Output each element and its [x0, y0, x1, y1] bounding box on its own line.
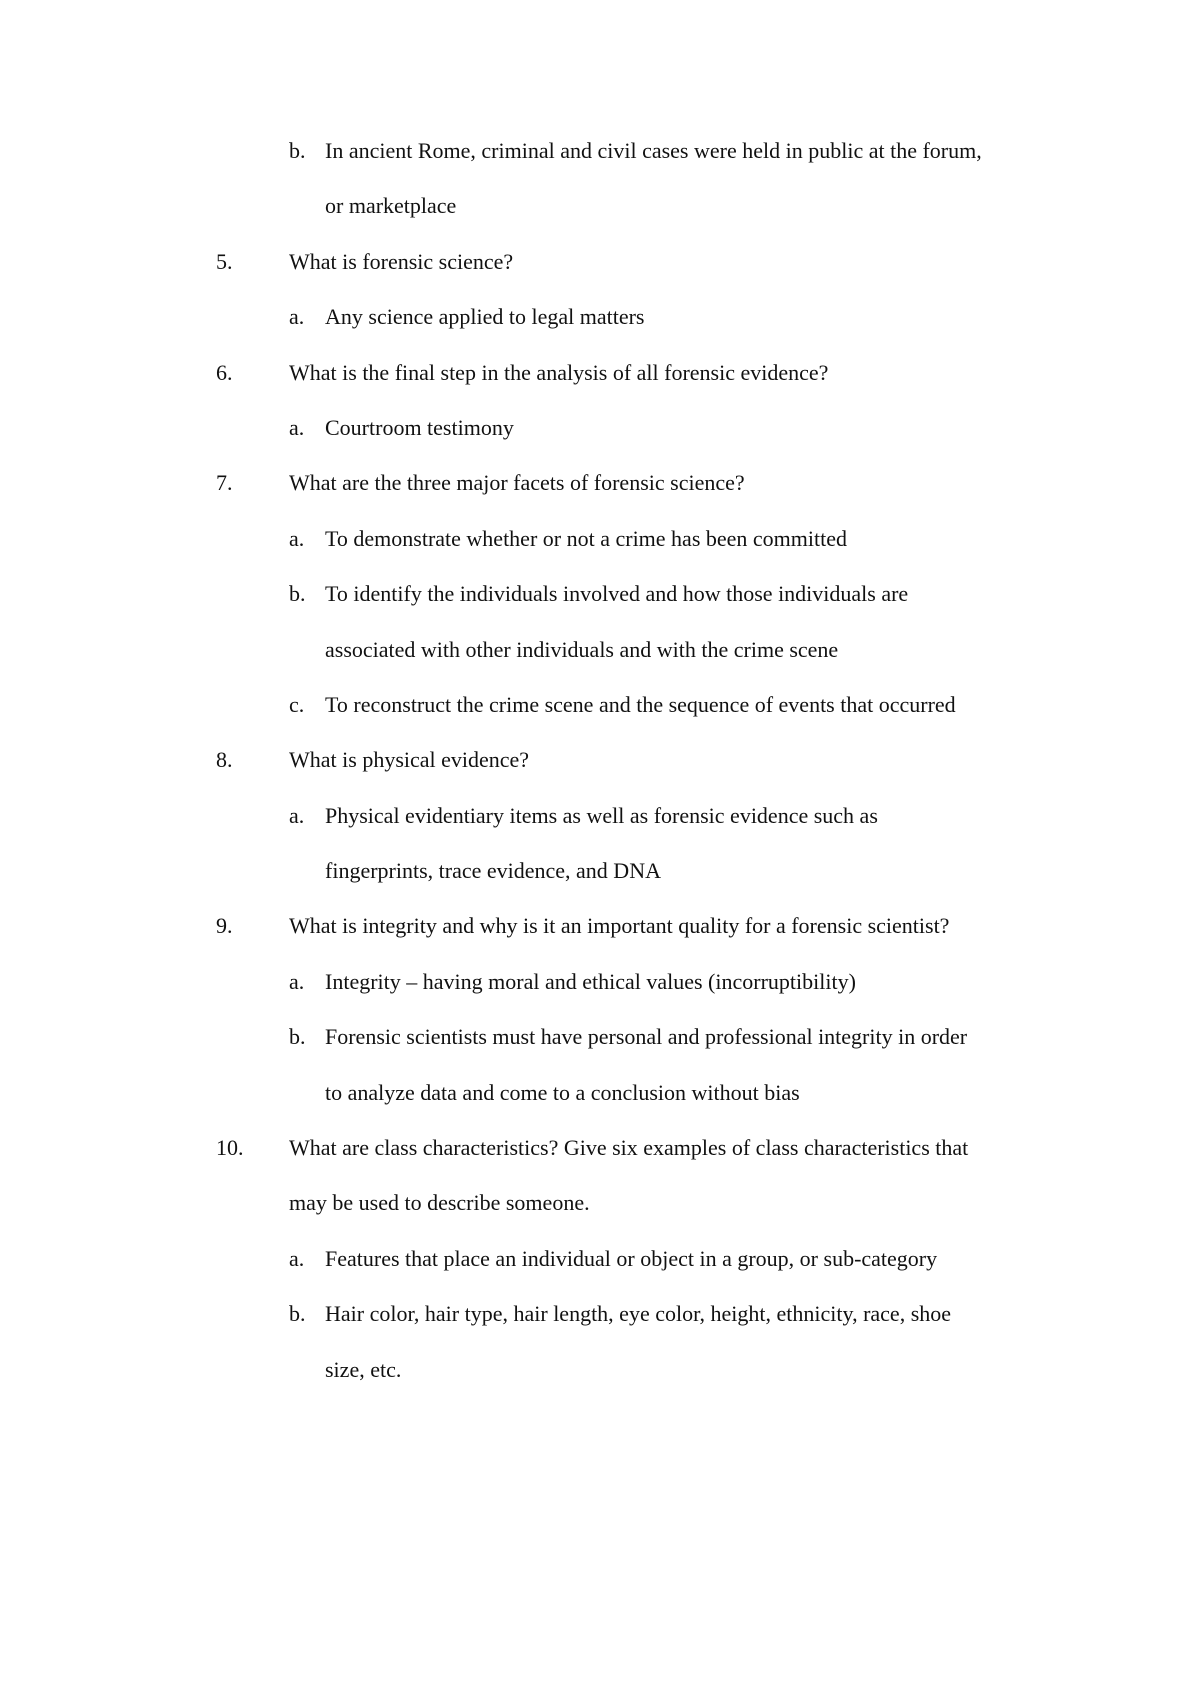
answer-line: [0, 302, 1191, 357]
question-text: What is physical evidence?: [289, 747, 530, 773]
answer-text: associated with other individuals and with the crime scene: [325, 636, 839, 662]
question-line: [0, 745, 1191, 800]
answer-text: Hair color, hair type, hair length, eye color, height, ethnicity, race, shoe: [325, 1301, 952, 1327]
question-number: 7.: [216, 470, 233, 496]
answer-line: [0, 579, 1191, 634]
answer-line: [0, 413, 1191, 468]
question-continuation-line: [0, 1188, 1191, 1243]
answer-line: [0, 136, 1191, 191]
answer-text: to analyze data and come to a conclusion without bias: [325, 1079, 800, 1105]
answer-letter: a.: [289, 525, 305, 551]
answer-text: Integrity – having moral and ethical values (incorruptibility): [325, 968, 856, 994]
answer-line: [0, 1299, 1191, 1354]
question-line: [0, 247, 1191, 302]
answer-line: [0, 1244, 1191, 1299]
question-text: What is the final step in the analysis of all forensic evidence?: [289, 359, 829, 385]
answer-letter: b.: [289, 1301, 306, 1327]
answer-continuation-line: [0, 635, 1191, 690]
answer-letter: a.: [289, 304, 305, 330]
question-number: 10.: [216, 1135, 244, 1161]
answer-line: [0, 524, 1191, 579]
question-text: What are the three major facets of forensic science?: [289, 470, 745, 496]
answer-letter: a.: [289, 802, 305, 828]
answer-letter: c.: [289, 691, 305, 717]
answer-text: Features that place an individual or object in a group, or sub-category: [325, 1245, 938, 1271]
question-line: [0, 468, 1191, 523]
answer-line: [0, 1022, 1191, 1077]
answer-continuation-line: [0, 856, 1191, 911]
question-line: [0, 911, 1191, 966]
question-number: 9.: [216, 913, 233, 939]
answer-letter: b.: [289, 1024, 306, 1050]
answer-text: To reconstruct the crime scene and the sequence of events that occurred: [325, 691, 956, 717]
answer-letter: a.: [289, 1245, 305, 1271]
answer-text: Any science applied to legal matters: [325, 304, 645, 330]
answer-text: Physical evidentiary items as well as forensic evidence such as: [325, 802, 878, 828]
question-text: What is forensic science?: [289, 248, 514, 274]
question-text: may be used to describe someone.: [289, 1190, 590, 1216]
answer-text: Forensic scientists must have personal and professional integrity in order: [325, 1024, 968, 1050]
question-line: [0, 1133, 1191, 1188]
answer-line: [0, 801, 1191, 856]
question-number: 5.: [216, 248, 233, 274]
answer-text: Courtroom testimony: [325, 414, 514, 440]
question-number: 6.: [216, 359, 233, 385]
question-line: [0, 358, 1191, 413]
answer-letter: b.: [289, 138, 306, 163]
answer-letter: a.: [289, 414, 305, 440]
question-text: What is integrity and why is it an important quality for a forensic scientist?: [289, 913, 950, 939]
answer-letter: b.: [289, 581, 306, 607]
answer-continuation-line: [0, 1078, 1191, 1133]
answer-text: To identify the individuals involved and how those individuals are: [325, 581, 909, 607]
answer-continuation-line: [0, 191, 1191, 246]
answer-line: [0, 690, 1191, 745]
answer-text: To demonstrate whether or not a crime has been committed: [325, 525, 848, 551]
answer-line: [0, 967, 1191, 1022]
question-number: 8.: [216, 747, 233, 773]
answer-letter: a.: [289, 968, 305, 994]
answer-text: or marketplace: [325, 193, 457, 219]
answer-text: size, etc.: [325, 1356, 402, 1382]
question-text: What are class characteristics? Give six examples of class characteristics that: [289, 1135, 969, 1161]
qa-list: [0, 136, 1191, 1410]
answer-text: In ancient Rome, criminal and civil cases were held in public at the forum,: [325, 138, 982, 163]
answer-continuation-line: [0, 1355, 1191, 1410]
answer-text: fingerprints, trace evidence, and DNA: [325, 858, 661, 884]
